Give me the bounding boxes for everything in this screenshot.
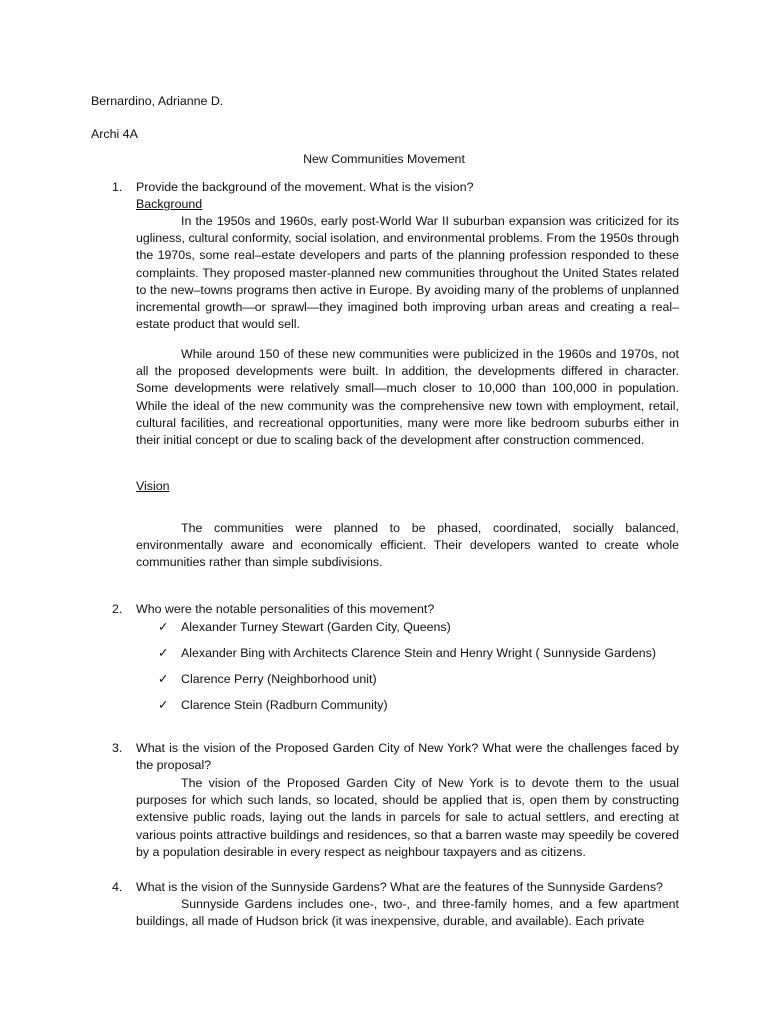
q3-answer bbox=[136, 775, 679, 861]
q2-question: Who were the notable personalities of this movement? bbox=[136, 602, 435, 616]
vision-paragraph bbox=[136, 520, 679, 572]
q2-number: 2. bbox=[112, 602, 123, 616]
author-name: Bernardino, Adrianne D. bbox=[91, 94, 224, 108]
document-title: New Communities Movement bbox=[303, 152, 465, 166]
q4-question: What is the vision of the Sunnyside Gardens? What are the features of the Sunnyside Gardens? bbox=[136, 880, 663, 894]
q3-number: 3. bbox=[112, 741, 123, 755]
background-paragraph-2 bbox=[136, 346, 679, 449]
check-icon: ✓ bbox=[158, 672, 169, 686]
q4-answer bbox=[136, 896, 679, 930]
background-heading: Background bbox=[136, 197, 203, 211]
q4-answer-text: Sunnyside Gardens includes one-, two-, and three-family homes, and a few apartment buildings, all made of Hudson brick (it was inexpensive, durable, and available). Each private bbox=[136, 897, 679, 929]
q1-number: 1. bbox=[112, 180, 123, 194]
q4-number: 4. bbox=[112, 880, 123, 894]
q3-question: What is the vision of the Proposed Garden City of New York? What were the challenges faced by the proposal? bbox=[136, 741, 679, 773]
vision-heading: Vision bbox=[136, 479, 170, 493]
list-item: Alexander Bing with Architects Clarence Stein and Henry Wright ( Sunnyside Gardens) bbox=[181, 646, 656, 660]
list-item: Clarence Stein (Radburn Community) bbox=[181, 698, 388, 712]
background-paragraph-1-text: In the 1950s and 1960s, early post-World War II suburban expansion was criticized for its ugliness, cultural conformity, social isolation, and environmental problems. From the 1950s through the 1970s, some real–estate developers and parts of the planning profession responded to these complaints. They proposed master-planned new communities throughout the United States related to the new–towns programs then active in Europe. By avoiding many of the problems of unplanned incremental growth—or sprawl—they imagined both improving urban areas and creating a real–estate product that would sell. bbox=[136, 214, 679, 332]
check-icon: ✓ bbox=[158, 698, 169, 712]
check-icon: ✓ bbox=[158, 620, 169, 634]
vision-paragraph-text: The communities were planned to be phased, coordinated, socially balanced, environmentally aware and economically efficient. Their developers wanted to create whole communities rather than simple subdivisions. bbox=[136, 521, 679, 570]
q3-answer-text: The vision of the Proposed Garden City of New York is to devote them to the usual purposes for which such lands, so located, should be applied that is, open them by constructing extensive public roads, laying out the lands in parcels for sale to actual settlers, and erecting at various points attractive buildings and residences, so that a barren waste may speedily be covered by a population desirable in every respect as neighbour taxpayers and as citizens. bbox=[136, 776, 679, 859]
background-paragraph-1 bbox=[136, 213, 679, 333]
background-paragraph-2-text: While around 150 of these new communities were publicized in the 1960s and 1970s, not all the proposed developments were built. In addition, the developments differed in character. Some developments were relatively small—much closer to 10,000 than 100,000 in population. While the ideal of the new community was the comprehensive new town with employment, retail, cultural facilities, and recreational opportunities, many were more like bedroom suburbs either in their initial concept or due to scaling back of the development after construction commenced. bbox=[136, 347, 679, 448]
list-item: Alexander Turney Stewart (Garden City, Queens) bbox=[181, 620, 451, 634]
class-label: Archi 4A bbox=[91, 127, 138, 141]
list-item: Clarence Perry (Neighborhood unit) bbox=[181, 672, 377, 686]
check-icon: ✓ bbox=[158, 646, 169, 660]
q1-question: Provide the background of the movement. What is the vision? bbox=[136, 180, 474, 194]
